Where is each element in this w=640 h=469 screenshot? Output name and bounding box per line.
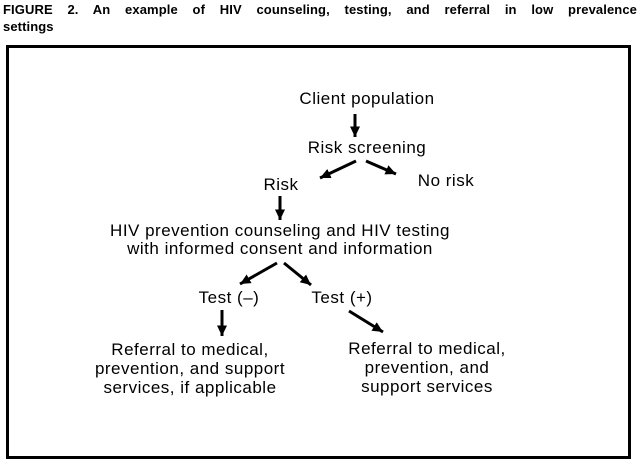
node-referral-positive xyxy=(348,339,505,396)
node-client-population: Client population xyxy=(299,89,435,108)
node-test-positive: Test (+) xyxy=(311,288,373,307)
node-referral-negative-line-3: services, if applicable xyxy=(103,378,277,397)
arrow-screening-to-no-risk-icon xyxy=(366,161,396,174)
node-referral-negative-line-1: Referral to medical, xyxy=(111,340,269,359)
arrow-test-positive-to-referral-icon xyxy=(349,311,383,332)
node-hiv-counseling-testing-line-2: with informed consent and information xyxy=(127,239,433,258)
node-referral-negative xyxy=(95,340,285,397)
node-referral-positive-line-2: prevention, and xyxy=(364,358,490,377)
node-referral-negative-line-2: prevention, and support xyxy=(94,359,286,378)
arrow-counseling-to-test-negative-icon xyxy=(240,263,277,284)
arrow-screening-to-risk-icon xyxy=(320,161,356,178)
node-risk-screening: Risk screening xyxy=(307,138,427,157)
figure-caption-line-2: settings xyxy=(3,19,54,34)
node-no-risk: No risk xyxy=(417,171,475,190)
node-hiv-counseling-testing xyxy=(110,222,450,258)
arrow-counseling-to-test-positive-icon xyxy=(284,263,311,285)
node-test-negative: Test (–) xyxy=(198,288,260,307)
node-risk: Risk xyxy=(263,175,299,194)
node-referral-positive-line-3: support services xyxy=(361,377,493,396)
node-referral-positive-line-1: Referral to medical, xyxy=(348,339,506,358)
figure-caption-line-1: FIGURE 2. An example of HIV counseling, testing, and referral in low prevalence xyxy=(3,2,637,17)
node-hiv-counseling-testing-line-1: HIV prevention counseling and HIV testing xyxy=(110,221,450,240)
